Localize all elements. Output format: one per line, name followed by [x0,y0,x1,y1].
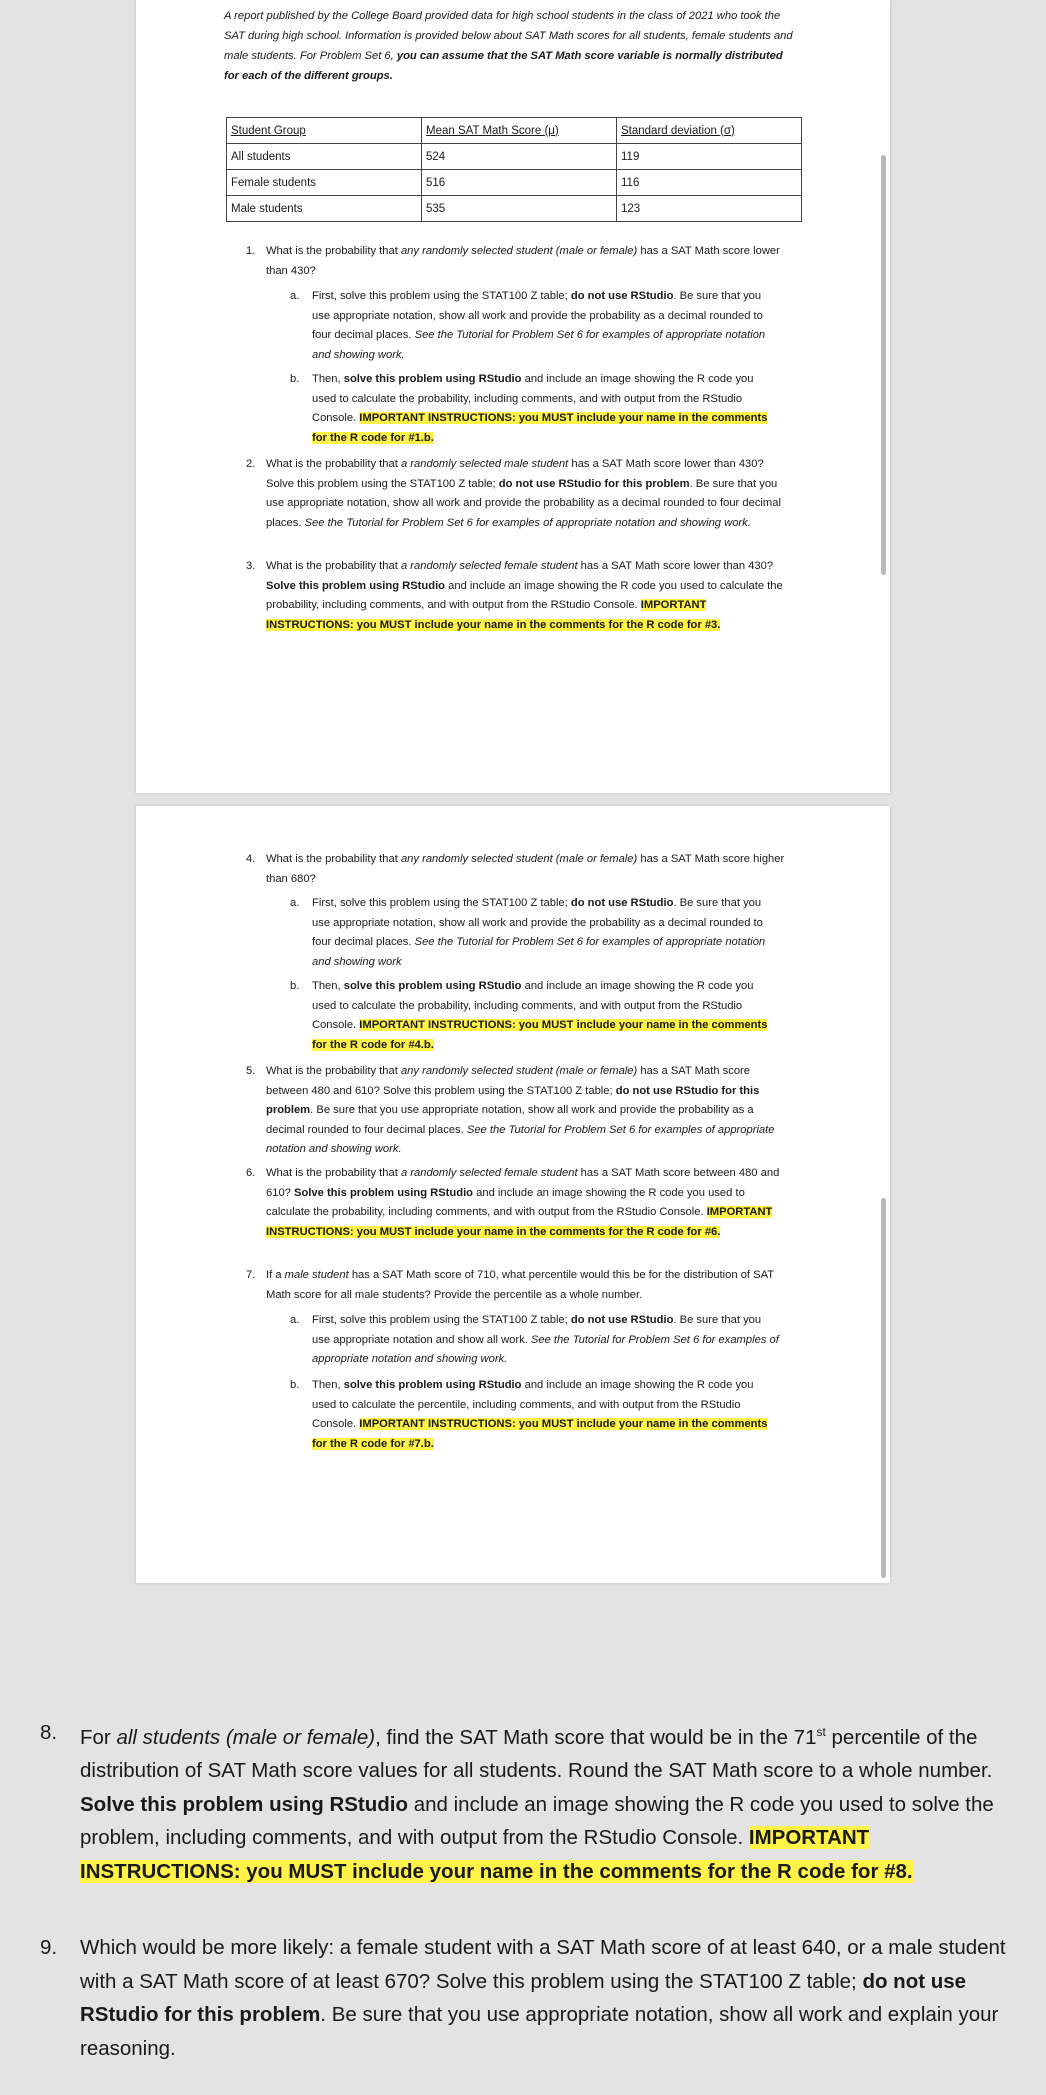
table-cell: 524 [422,144,617,170]
question-text: What is the probability that any randomly selected student (male or female) has a SAT Math score lower than 430? [266,245,780,277]
table-row [227,144,802,170]
intro-paragraph [224,6,794,86]
question-number: 3. [246,560,256,572]
question-1 [246,242,786,281]
question-1a [290,287,780,365]
question-number: 2. [246,458,256,470]
subquestion-text: Then, solve this problem using RStudio and include an image showing the R code you used to calculate the probability, including comments, and with output from the RStudio Console. IMPORTANT INSTRUCTIONS: you MUST include your name in the comments for the R code for #4.b. [312,980,768,1051]
question-7 [246,1266,786,1305]
subquestion-text: First, solve this problem using the STAT100 Z table; do not use RStudio. Be sure that you use appropriate notation and show all work. See the Tutorial for Problem Set 6 for examples of appropriate notation and showing work. [312,1314,779,1365]
subquestion-text: Then, solve this problem using RStudio and include an image showing the R code you used to calculate the probability, including comments, and with output from the RStudio Console. IMPORTANT INSTRUCTIONS: you MUST include your name in the comments for the R code for #1.b. [312,373,768,444]
table-cell: 123 [617,196,802,222]
page-1-scrollbar[interactable] [881,155,886,575]
table-header-row [227,118,802,144]
table-header: Mean SAT Math Score (μ) [422,118,617,144]
page-2-scrollbar[interactable] [881,1198,886,1578]
question-text: Which would be more likely: a female student with a SAT Math score of at least 640, or a male student with a SAT Math score of at least 670? Solve this problem using the STAT100 Z table; do not use RStudio for this problem. Be sure that you use appropriate notation, show all work and explain your reasoning. [80,1936,1006,2060]
table-cell: 116 [617,170,802,196]
question-text: What is the probability that any randomly selected student (male or female) has a SAT Math score between 480 and 610? Solve this problem using the STAT100 Z table; do not use RStudio for this problem. Be sure that you use appropriate notation, show all work and provide the probability as a decimal rounded to four decimal places. See the Tutorial for Problem Set 6 for examples of appropriate notation and showing work. [266,1065,775,1155]
question-4 [246,850,786,889]
question-number: 9. [40,1936,58,1959]
table-cell: 516 [422,170,617,196]
table-cell: All students [227,144,422,170]
table-cell: 119 [617,144,802,170]
table-cell: Female students [227,170,422,196]
question-8 [40,1716,1030,1888]
question-text: For all students (male or female), find the SAT Math score that would be in the 71st percentile of the distribution of SAT Math score values for all students. Round the SAT Math score to a whole number. Solve this problem using RStudio and include an image showing the R code you used to solve the problem, including comments, and with output from the RStudio Console. IMPORTANT INSTRUCTIONS: you MUST include your name in the comments for the R code for #8. [80,1725,994,1883]
question-text: What is the probability that a randomly selected female student has a SAT Math score lower than 430? Solve this problem using RStudio and include an image showing the R code you used to calculate the probability, including comments, and with output from the RStudio Console. IMPORTANT INSTRUCTIONS: you MUST include your name in the comments for the R code for #3. [266,560,783,631]
subquestion-text: First, solve this problem using the STAT100 Z table; do not use RStudio. Be sure that you use appropriate notation, show all work and provide the probability as a decimal rounded to four decimal places. See the Tutorial for Problem Set 6 for examples of appropriate notation and showing work. [312,290,766,361]
subquestion-letter: a. [290,1314,300,1326]
table-header: Student Group [227,118,422,144]
question-number: 7. [246,1269,256,1281]
subquestion-letter: b. [290,1379,300,1391]
question-text: What is the probability that any randomly selected student (male or female) has a SAT Math score higher than 680? [266,853,785,885]
question-text: If a male student has a SAT Math score of 710, what percentile would this be for the distribution of SAT Math score for all male students? Provide the percentile as a whole number. [266,1269,774,1301]
question-4a [290,894,780,972]
question-number: 6. [246,1167,256,1179]
question-9 [40,1931,1030,2065]
question-text: What is the probability that a randomly selected male student has a SAT Math score lower than 430? Solve this problem using the STAT100 Z table; do not use RStudio for this problem. Be sure that you use appropriate notation, show all work and provide the probability as a decimal rounded to four decimal places. See the Tutorial for Problem Set 6 for examples of appropriate notation and showing work. [266,458,781,529]
subquestion-letter: b. [290,980,300,992]
question-7a [290,1311,780,1370]
subquestion-text: First, solve this problem using the STAT100 Z table; do not use RStudio. Be sure that you use appropriate notation, show all work and provide the probability as a decimal rounded to four decimal places. See the Tutorial for Problem Set 6 for examples of appropriate notation and showing work [312,897,766,968]
question-4b [290,977,780,1055]
sat-score-table [226,117,802,222]
question-2 [246,455,786,533]
question-3 [246,557,786,635]
document-page-2 [136,806,890,1583]
table-cell: Male students [227,196,422,222]
question-1b [290,370,780,448]
document-page-1 [136,0,890,793]
question-number: 1. [246,245,256,257]
question-7b [290,1376,780,1454]
question-text: What is the probability that a randomly selected female student has a SAT Math score between 480 and 610? Solve this problem using RStudio and include an image showing the R code you used to calculate the probability, including comments, and with output from the RStudio Console. IMPORTANT INSTRUCTIONS: you MUST include your name in the comments for the R code for #6. [266,1167,780,1238]
subquestion-letter: b. [290,373,300,385]
table-row [227,196,802,222]
question-6 [246,1164,786,1242]
table-cell: 535 [422,196,617,222]
table-row [227,170,802,196]
intro-text: A report published by the College Board provided data for high school students in the class of 2021 who took the SAT during high school. Information is provided below about SAT Math scores for all students, female students and male students. For Problem Set 6, [224,10,793,62]
subquestion-letter: a. [290,290,300,302]
subquestion-letter: a. [290,897,300,909]
question-number: 4. [246,853,256,865]
question-number: 5. [246,1065,256,1077]
table-header: Standard deviation (σ) [617,118,802,144]
subquestion-text: Then, solve this problem using RStudio and include an image showing the R code you used to calculate the percentile, including comments, and with output from the RStudio Console. IMPORTANT INSTRUCTIONS: you MUST include your name in the comments for the R code for #7.b. [312,1379,768,1450]
question-number: 8. [40,1721,58,1744]
intro-emphasis: you can assume that the SAT Math score variable is normally distributed for each of the different groups. [224,50,783,82]
question-5 [246,1062,786,1160]
